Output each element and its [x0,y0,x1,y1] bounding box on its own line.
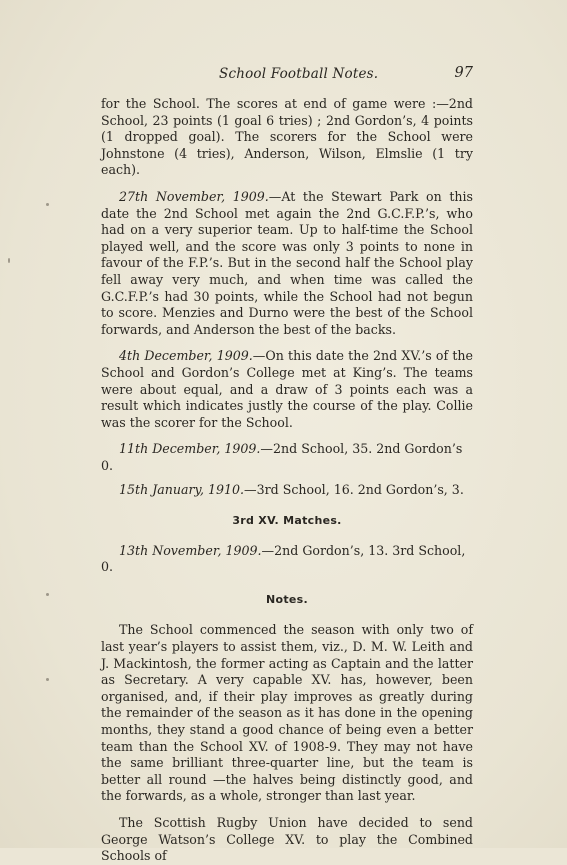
page-number: 97 [454,65,473,81]
paper-speck [46,203,49,206]
match-date: 4th December, 1909. [119,348,253,364]
paragraph-continuation: for the School. The scores at end of game were :—2nd School, 23 points (1 goal 6 tries) ; 2nd Gordon’s, 4 points (1 dropped goal). The scorers for the School were Johnstone (4 tries), Anderson, Wilson, Elmslie (1 try each). [101,96,473,178]
section-heading-notes: Notes. [265,592,308,606]
notes-paragraph-1: The School commenced the season with only two of last year’s players to assist them, viz., D. M. W. Leith and J. Mackintosh, the former acting as Captain and the latter as Secretary. A very capable XV. has, however, been organised, and, if their play improves as greatly during the remainder of the season as it has done in the opening months, they stand a good chance of being even a better team than the School XV. of 1908-9. They may not have the same brilliant three-quarter line, but the team is better all round —the halves being distinctly good, and the forwards, as a whole, stronger than last year. [101,622,473,804]
notes-paragraph-2: The Scottish Rugby Union have decided to send George Watson’s College XV. to play the Combined Schools of [101,814,473,864]
page-content [101,96,473,865]
match-date: 13th November, 1909. [119,542,262,558]
match-date: 27th November, 1909. [119,188,269,204]
paper-speck [46,678,49,681]
match-result-text: —2nd School, 35. 2nd Gordon’s 0. [101,441,463,473]
match-report-27-november [101,189,473,338]
match-date: 11th December, 1909. [119,441,261,457]
running-title: School Football Notes. [219,66,379,82]
match-report-4-december [101,348,473,431]
match-result-text: —2nd Gordon’s, 13. 3rd School, 0. [101,542,466,575]
match-date: 15th January, 1910. [119,482,245,498]
result-13-november [101,543,473,576]
paper-speck [46,593,49,596]
section-heading-3rd-xv: 3rd XV. Matches. [232,514,342,528]
match-report-text: —On this date the 2nd XV.’s of the School and Gordon’s College met at King’s. The teams were about equal, and a draw of 3 points each was a result which indicates justly the course of the play. Collie was the scorer for the School. [101,348,473,430]
result-11-december [101,441,473,474]
match-report-text: —At the Stewart Park on this date the 2nd School met again the 2nd G.C.F.P.’s, who had on a very superior team. Up to half-time the School played well, and the score was only 3 points to none in favour of the F.P.’s. But in the second half the School play fell away very much, and when time was called the G.C.F.P.’s had 30 points, while the School had not begun to score. Menzies and Durno were the best of the School forwards, and Anderson the best of the backs. [101,188,473,337]
paper-speck [8,258,10,263]
match-result-text: —3rd School, 16. 2nd Gordon’s, 3. [244,482,464,498]
page-header [101,66,473,88]
result-15-january [101,482,473,499]
